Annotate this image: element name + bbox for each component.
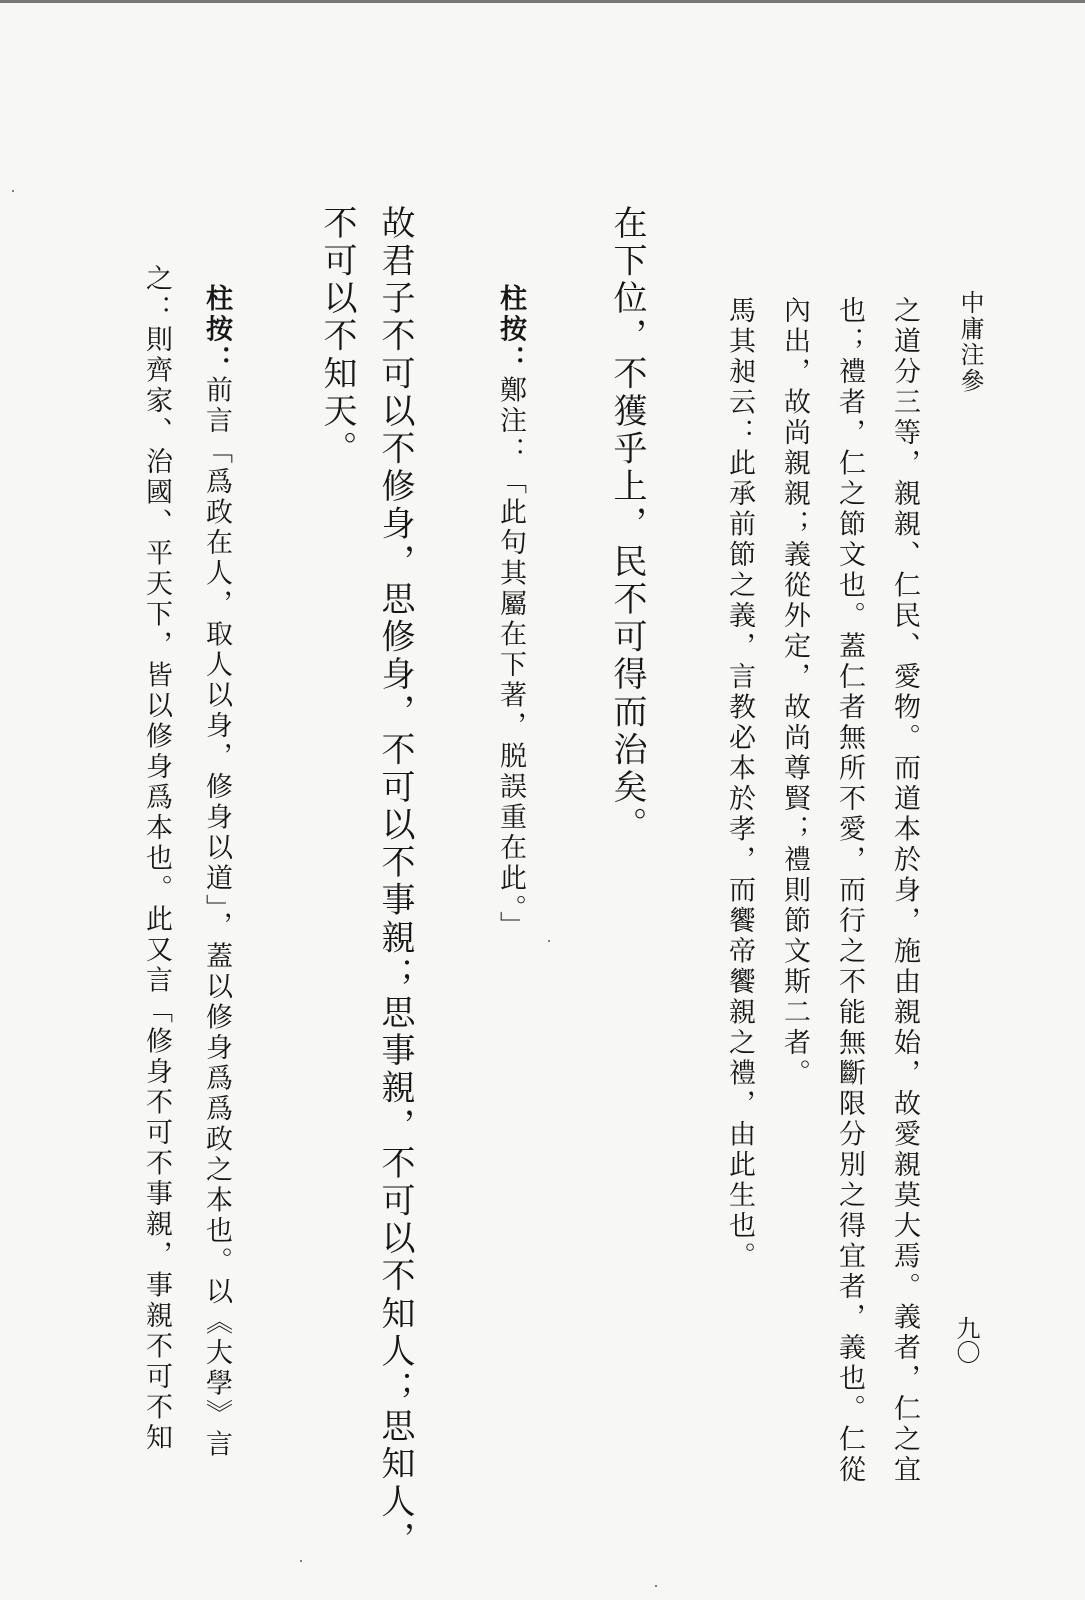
- commentary-text: 鄭注：「此句其屬在下著，脱誤重在此。」: [495, 375, 526, 942]
- commentary-line: [203, 284, 230, 1460]
- scan-speck: [12, 190, 14, 192]
- commentary-label: 柱按：: [495, 284, 526, 376]
- main-text-line: 在下位，不獲乎上，民不可得而治矣。: [607, 205, 647, 845]
- main-text-line: 不可以不知天。: [317, 205, 357, 469]
- main-text-line: 故君子不可以不修身，思修身，不可以不事親；思事親，不可以不知人；思知人，: [375, 205, 415, 1559]
- commentary-line: 內出，故尚親親；義從外定，故尚尊賢；禮則節文斯二者。: [779, 296, 810, 1089]
- running-title: 中庸注參: [956, 290, 984, 394]
- scan-speck: [655, 1585, 657, 1587]
- commentary-label: 柱按：: [201, 284, 232, 376]
- commentary-line: 也；禮者，仁之節文也。蓋仁者無所不愛，而行之不能無斷限分別之得宜者，義也。仁從: [834, 296, 865, 1486]
- page-top-edge: [0, 0, 1085, 3]
- scan-speck: [300, 1560, 302, 1562]
- commentary-line: 之道分三等，親親、仁民、愛物。而道本於身，施由親始，故愛親莫大焉。義者，仁之宜: [889, 296, 920, 1486]
- commentary-line: 馬其昶云：此承前節之義，言教必本於孝，而饗帝饗親之禮，由此生也。: [724, 296, 755, 1272]
- commentary-line: 之：則齊家、治國、平天下，皆以修身爲本也。此又言「修身不可不事親，事親不可不知: [141, 264, 172, 1454]
- scan-speck: [548, 940, 550, 942]
- page-number: 九〇: [952, 1316, 980, 1364]
- commentary-text: 前言「爲政在人，取人以身，修身以道」，蓋以修身爲爲政之本也。以《大學》言: [201, 375, 232, 1460]
- commentary-line: [497, 284, 524, 942]
